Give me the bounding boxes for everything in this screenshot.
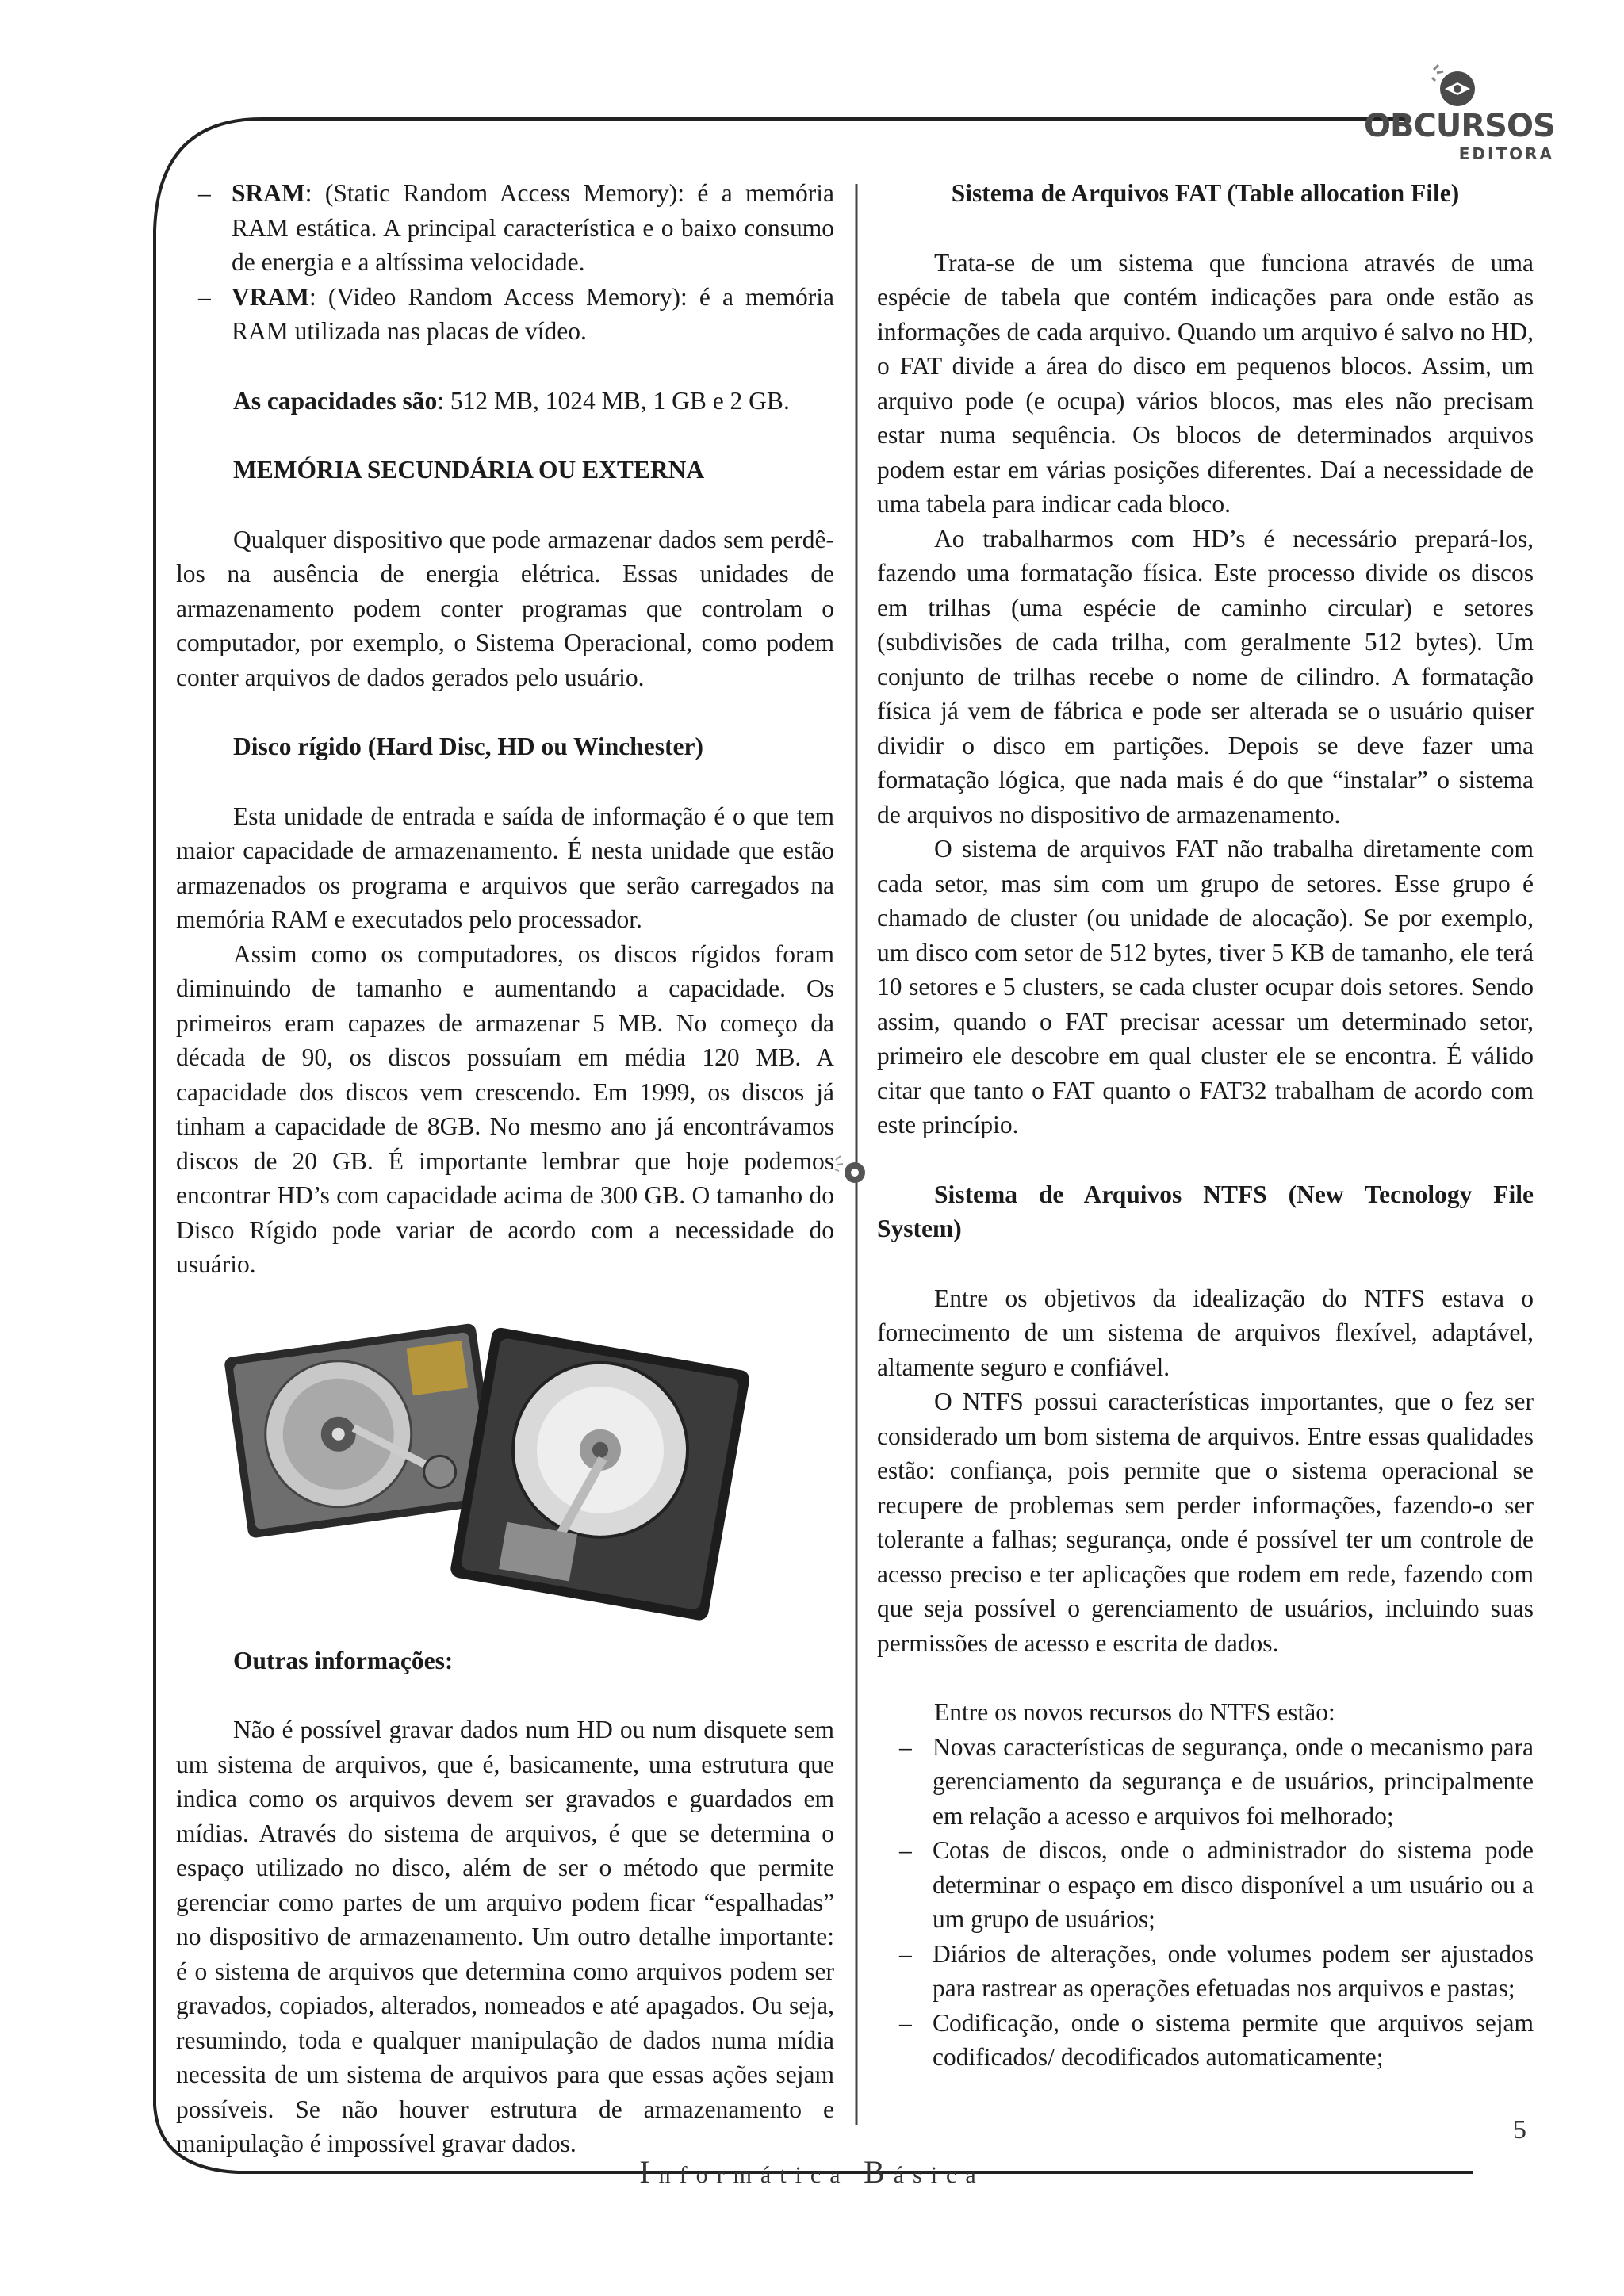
dash-bullet: – xyxy=(899,1939,912,1968)
section-heading: Sistema de Arquivos NTFS (New Tecnology File System) xyxy=(877,1180,1534,1242)
list-item xyxy=(877,2006,1534,2075)
hard-disk-image xyxy=(176,1311,834,1628)
page-number: 5 xyxy=(1513,2115,1526,2145)
footer-book-title xyxy=(0,2153,1624,2191)
hard-disk-photo xyxy=(176,1311,834,1628)
footer-title-word: nformática xyxy=(658,2162,849,2188)
section-heading: Outras informações: xyxy=(233,1646,454,1674)
paragraph: Trata-se de um sistema que funciona através de uma espécie de tabela que contém indicações para onde estão as informações de cada arquivo. Quando um arquivo é salvo no HD, o FAT divide a área do disco em pequenos blocos. Assim, um arquivo pode (e ocupa) vários blocos, mas eles não precisam estar numa sequência. Os blocos de determinados arquivos podem estar em várias posições diferentes. Daí a necessidade de uma tabela para indicar cada bloco. xyxy=(877,248,1534,518)
footer-title-initial: B xyxy=(864,2154,894,2190)
capacities-text: : 512 MB, 1024 MB, 1 GB e 2 GB. xyxy=(437,386,790,415)
paragraph: Entre os novos recursos do NTFS estão: xyxy=(934,1698,1335,1726)
dash-bullet: – xyxy=(899,1732,912,1761)
list-item-text: : (Static Random Access Memory): é a memória RAM estática. A principal característica e o baixo consumo de energia e a altíssima velocidade. xyxy=(232,179,834,276)
paragraph: O sistema de arquivos FAT não trabalha diretamente com cada setor, mas sim com um grupo de setores. Esse grupo é chamado de cluster (ou unidade de alocação). Se por exemplo, um disco com setor de 512 bytes, tiver 5 KB de tamanho, ele terá 10 setores e 5 clusters, se cada cluster ocupar dois setores. Sendo assim, quando o FAT precisar acessar um determinado setor, primeiro ele descobre em qual cluster ele se encontra. É válido citar que tanto o FAT quanto o FAT32 trabalham de acordo com este princípio. xyxy=(877,835,1534,1138)
book-mortarboard-icon xyxy=(1427,62,1483,109)
logo-subtitle: EDITORA xyxy=(1458,144,1554,163)
list-item xyxy=(877,1833,1534,1937)
logo-title: OBCURSOS xyxy=(1364,108,1555,144)
capacities-label: As capacidades são xyxy=(233,386,438,415)
ornament-icon xyxy=(833,1154,869,1190)
list-item xyxy=(176,176,834,280)
memory-type-list xyxy=(176,176,834,349)
dash-bullet: – xyxy=(198,179,211,207)
paragraph: Esta unidade de entrada e saída de informação é o que tem maior capacidade de armazenamento. É nesta unidade que estão armazenados os programa e arquivos que serão carregados na memória RAM e executados pelo processador. xyxy=(176,802,834,933)
capacities-line xyxy=(176,384,834,419)
section-heading: Disco rígido (Hard Disc, HD ou Winchester) xyxy=(233,733,703,760)
footer-title-word: ásica xyxy=(893,2162,985,2188)
section-heading: Sistema de Arquivos FAT (Table allocation File) xyxy=(951,179,1460,207)
dash-bullet: – xyxy=(899,2008,912,2037)
paragraph: Não é possível gravar dados num HD ou num disquete sem um sistema de arquivos, que é, basicamente, uma estrutura que indica como os arquivos devem ser gravados e guardados em mídias. Através do sistema de arquivos, é que se determina o espaço utilizado no disco, além de ser o método que permite gerenciar como partes de um arquivo podem ficar “espalhadas” no dispositivo de armazenamento. Um outro detalhe importante: é o sistema de arquivos que determina como arquivos podem ser gravados, copiados, alterados, nomeados e até apagados. Ou seja, resumindo, toda e qualquer manipulação de dados numa mídia necessita de um sistema de arquivos para que essas ações sejam possíveis. Se não houver estrutura de armazenamento e manipulação é impossível gravar dados. xyxy=(176,1716,834,2157)
list-item xyxy=(877,1730,1534,1834)
term-sram: SRAM xyxy=(232,179,305,207)
list-item xyxy=(176,280,834,349)
list-item-text: Codificação, onde o sistema permite que arquivos sejam codificados/ decodificados automaticamente; xyxy=(933,2008,1534,2071)
ntfs-features-list xyxy=(877,1730,1534,2075)
dash-bullet: – xyxy=(198,282,211,311)
dash-bullet: – xyxy=(899,1836,912,1864)
list-item-text: Diários de alterações, onde volumes podem ser ajustados para rastrear as operações efetuadas nos arquivos e pastas; xyxy=(933,1939,1534,2002)
list-item xyxy=(877,1937,1534,2006)
left-column xyxy=(176,176,834,2161)
section-heading: MEMÓRIA SECUNDÁRIA OU EXTERNA xyxy=(233,456,705,484)
list-item-text: Novas características de segurança, onde o mecanismo para gerenciamento da segurança e de usuários, principalmente em relação a acesso e arquivos foi melhorado; xyxy=(933,1732,1534,1830)
list-item-text: : (Video Random Access Memory): é a memória RAM utilizada nas placas de vídeo. xyxy=(232,282,834,345)
paragraph: Qualquer dispositivo que pode armazenar dados sem perdê-los na ausência de energia elétrica. Essas unidades de armazenamento podem conter programas que controlam o computador, por exemplo, o Sistema Operacional, como podem conter arquivos de dados gerados pelo usuário. xyxy=(176,525,834,691)
paragraph: Ao trabalharmos com HD’s é necessário prepará-los, fazendo uma formatação física. Este processo divide os discos em trilhas (uma espécie de caminho circular) e setores (subdivisões de cada trilha, com geralmente 512 bytes). Um conjunto de trilhas recebe o nome de cilindro. A formatação física já vem de fábrica e pode ser alterada se o usuário quiser dividir o disco em partições. Depois se deve fazer uma formatação lógica, que nada mais é do que “instalar” o sistema de arquivos no dispositivo de armazenamento. xyxy=(877,524,1534,828)
paragraph: Entre os objetivos da idealização do NTFS estava o fornecimento de um sistema de arquivos flexível, adaptável, altamente seguro e confiável. xyxy=(877,1284,1534,1381)
right-column xyxy=(877,176,1534,2075)
paragraph: O NTFS possui características importantes, que o fez ser considerado um bom sistema de arquivos. Entre essas qualidades estão: confiança, pois permite que o sistema operacional se recupere de problemas sem perder informações, fazendo-o ser tolerante a falhas; segurança, onde é possível ter um controle de acesso preciso e ter aplicações que rodem em rede, fazendo com que seja possível o gerenciamento de usuários, incluindo suas permissões de acesso e escrita de dados. xyxy=(877,1387,1534,1657)
term-vram: VRAM xyxy=(232,282,309,311)
list-item-text: Cotas de discos, onde o administrador do sistema pode determinar o espaço em disco disponível a um usuário ou a um grupo de usuários; xyxy=(933,1836,1534,1933)
footer-title-initial: I xyxy=(639,2154,659,2190)
paragraph: Assim como os computadores, os discos rígidos foram diminuindo de tamanho e aumentando a capacidade. Os primeiros eram capazes de armazenar 5 MB. No começo da década de 90, os discos possuíam em média 120 MB. A capacidade dos discos vem crescendo. Em 1999, os discos já tinham a capacidade de 8GB. No mesmo ano já encontrávamos discos de 20 GB. É importante lembrar que hoje podemos encontrar HD’s com capacidade acima de 300 GB. O tamanho do Disco Rígido pode variar de acordo com a necessidade do usuário. xyxy=(176,939,834,1278)
publisher-logo xyxy=(1364,62,1554,173)
